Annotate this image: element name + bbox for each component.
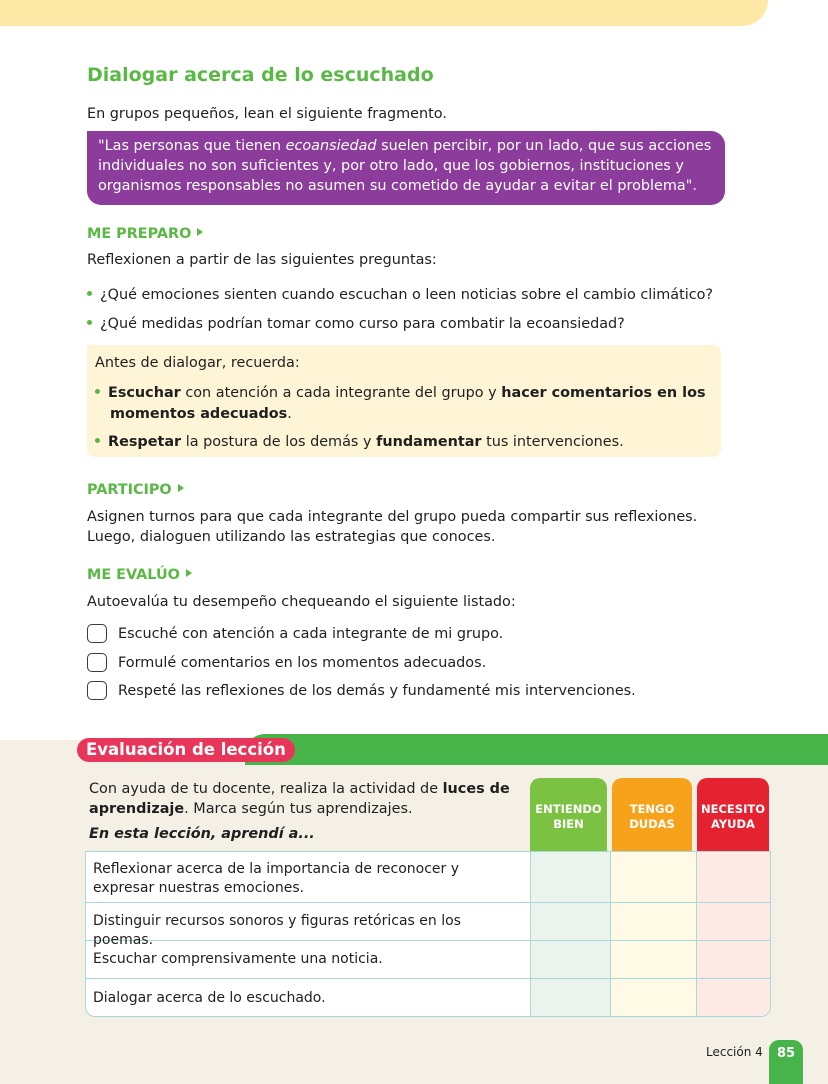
- bullet-icon: [87, 291, 92, 296]
- learned-label: En esta lección, aprendí a...: [89, 826, 315, 842]
- lesson-label: Lección 4: [706, 1045, 763, 1059]
- bullet-icon: [87, 320, 92, 325]
- me-preparo-instruction: Reflexionen a partir de las siguientes preguntas:: [87, 252, 437, 268]
- remember-box: [87, 345, 721, 457]
- top-decorative-band: [0, 0, 768, 26]
- remember-item: Escuchar con atención a cada integrante del grupo y hacer comentarios en los momentos adecuados.: [95, 383, 706, 425]
- cell-entiendo-bien[interactable]: [530, 903, 610, 940]
- cell-necesito-ayuda[interactable]: [696, 979, 771, 1017]
- cell-entiendo-bien[interactable]: [530, 979, 610, 1017]
- row-text: Dialogar acerca de lo escuchado.: [93, 990, 326, 1006]
- evaluation-table: [85, 851, 771, 1017]
- quote-before: "Las personas que tienen: [98, 138, 286, 154]
- me-preparo-label: ME PREPARO: [87, 226, 203, 242]
- cell-tengo-dudas[interactable]: [610, 903, 696, 940]
- question-item: ¿Qué emociones sienten cuando escuchan o leen noticias sobre el cambio climático?: [87, 285, 713, 305]
- row-text: Reflexionar acerca de la importancia de reconocer y expresar nuestras emociones.: [93, 861, 460, 896]
- quote-after: suelen percibir, por un lado, que sus acciones individuales no son suficientes y, por otro lado, que los gobiernos, instituciones y organismos responsables no asumen su cometido de ayudar a evitar el problema".: [98, 138, 712, 194]
- participo-label: PARTICIPO: [87, 482, 184, 498]
- remember-title: Antes de dialogar, recuerda:: [95, 355, 300, 371]
- me-evaluo-instruction: Autoevalúa tu desempeño chequeando el siguiente listado:: [87, 594, 516, 610]
- evaluation-intro: Con ayuda de tu docente, realiza la actividad de luces de aprendizaje. Marca según tus aprendizajes.: [89, 781, 510, 817]
- quote-box: [87, 131, 725, 205]
- participo-line-1: Asignen turnos para que cada integrante del grupo pueda compartir sus reflexiones.: [87, 509, 698, 525]
- quote-emphasis: ecoansiedad: [285, 138, 377, 154]
- cell-necesito-ayuda[interactable]: [696, 941, 771, 978]
- remember-item: Respetar la postura de los demás y fundamentar tus intervenciones.: [95, 432, 624, 453]
- cell-tengo-dudas[interactable]: [610, 852, 696, 902]
- me-evaluo-label: ME EVALÚO: [87, 567, 192, 583]
- checkbox[interactable]: [87, 653, 107, 672]
- page-number: 85: [769, 1040, 803, 1084]
- bullet-icon: [95, 389, 100, 394]
- cell-necesito-ayuda[interactable]: [696, 903, 771, 940]
- section-title: Dialogar acerca de lo escuchado: [87, 64, 434, 86]
- cell-tengo-dudas[interactable]: [610, 941, 696, 978]
- cell-entiendo-bien[interactable]: [530, 852, 610, 902]
- column-tengo-dudas: TENGO DUDAS: [612, 778, 692, 851]
- cell-entiendo-bien[interactable]: [530, 941, 610, 978]
- arrow-right-icon: [197, 228, 203, 236]
- table-row: [86, 852, 771, 903]
- column-entiendo-bien: ENTIENDO BIEN: [530, 778, 607, 851]
- evaluation-heading: Evaluación de lección: [77, 738, 295, 762]
- bullet-icon: [95, 438, 100, 443]
- participo-line-2: Luego, dialoguen utilizando las estrategias que conoces.: [87, 529, 496, 545]
- checkbox[interactable]: [87, 681, 107, 700]
- table-row: [86, 941, 771, 979]
- intro-text: En grupos pequeños, lean el siguiente fragmento.: [87, 106, 447, 122]
- cell-tengo-dudas[interactable]: [610, 979, 696, 1017]
- question-item: ¿Qué medidas podrían tomar como curso para combatir la ecoansiedad?: [87, 314, 625, 334]
- cell-necesito-ayuda[interactable]: [696, 852, 771, 902]
- arrow-right-icon: [186, 569, 192, 577]
- row-text: Escuchar comprensivamente una noticia.: [93, 951, 383, 967]
- checkbox[interactable]: [87, 624, 107, 643]
- evaluation-green-band: [245, 734, 828, 765]
- table-row: [86, 979, 771, 1017]
- arrow-right-icon: [178, 484, 184, 492]
- column-necesito-ayuda: NECESITO AYUDA: [697, 778, 769, 851]
- table-row: [86, 903, 771, 948]
- row-text: Distinguir recursos sonoros y figuras retóricas en los poemas.: [93, 913, 461, 948]
